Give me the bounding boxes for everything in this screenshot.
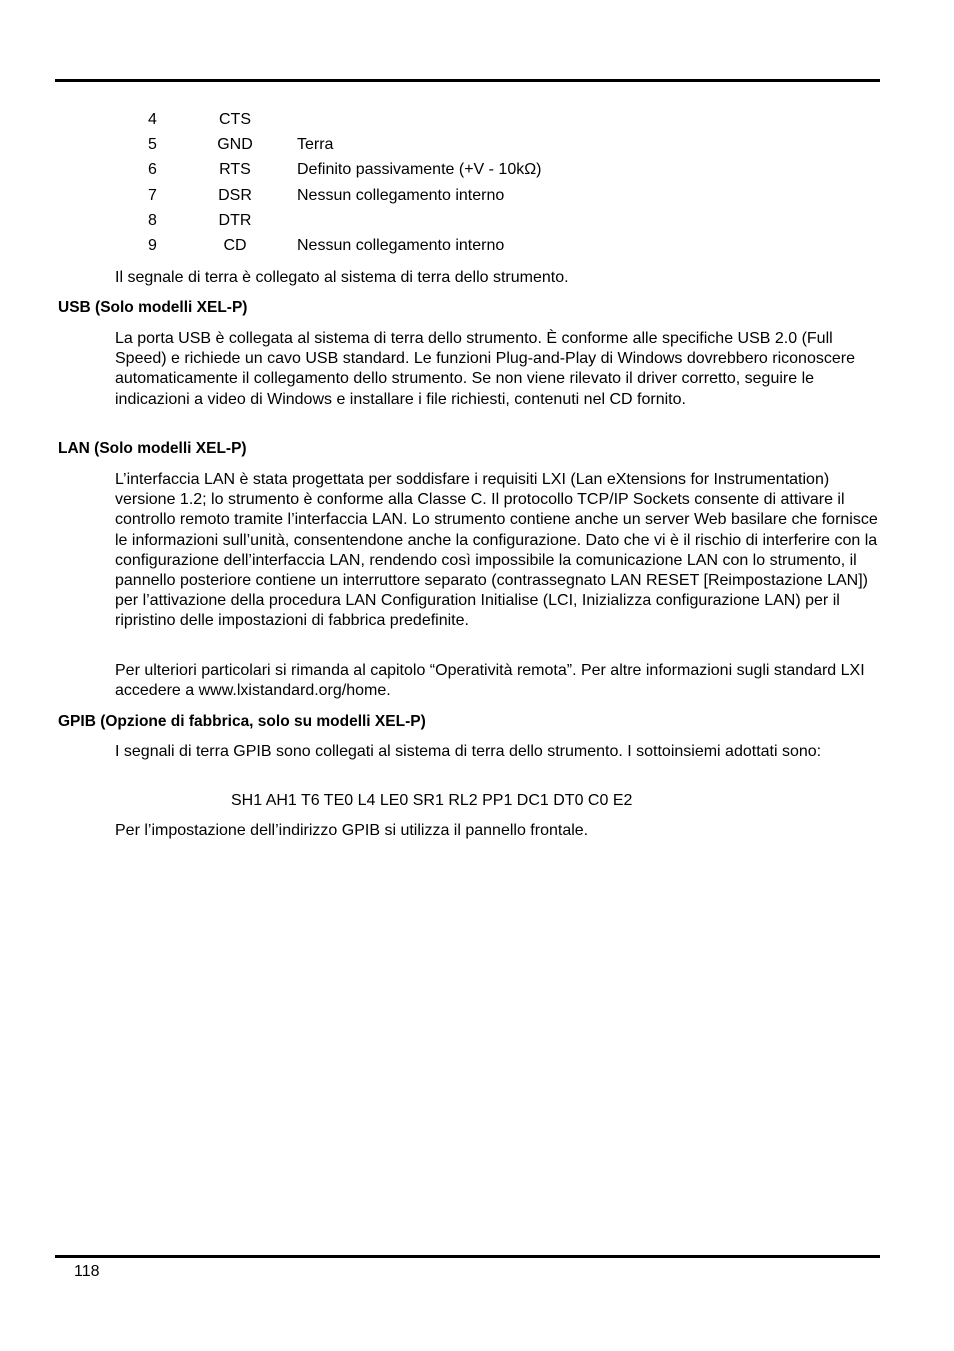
gpib-subsets: SH1 AH1 T6 TE0 L4 LE0 SR1 RL2 PP1 DC1 DT0 C0 E2 xyxy=(231,792,633,809)
pin-number: 4 xyxy=(148,111,157,128)
lan-paragraph: L’interfaccia LAN è stata progettata per soddisfare i requisiti LXI (Lan eXtensions for Instrumentation) versione 1.2; lo strumento è conforme alla Classe C. Il protocollo TCP/IP Sockets consente di attivare il controllo remoto tramite l’interfaccia LAN. Lo strumento contiene anche un server Web basilare che fornisce le informazioni sull’unità, consentendone anche la configurazione. Dato che vi è il rischio di interferire con la configurazione dell’interfaccia LAN, rendendo così impossibile la comunicazione LAN con lo strumento, il pannello posteriore contiene un interruttore separato (contrassegnato LAN RESET [Reimpostazione LAN]) per l’attivazione della procedura LAN Configuration Initialise (LCI, Inizializza configurazione LAN) per il ripristino delle impostazioni di fabbrica predefinite. xyxy=(115,471,878,630)
usb-heading: USB (Solo modelli XEL-P) xyxy=(58,299,248,316)
page-number: 118 xyxy=(74,1263,100,1280)
pin-signal: DTR xyxy=(218,211,252,229)
pin-number: 8 xyxy=(148,211,157,229)
pin-number: 9 xyxy=(148,236,157,254)
pin-description: Terra xyxy=(297,136,334,154)
pin-signal: DSR xyxy=(218,186,252,204)
bottom-rule xyxy=(55,1255,880,1258)
pin-number: 6 xyxy=(148,161,157,179)
usb-paragraph: La porta USB è collegata al sistema di terra dello strumento. È conforme alle specifiche USB 2.0 (Full Speed) e richiede un cavo USB standard. Le funzioni Plug-and-Play di Windows dovrebbero riconoscere automaticamente il collegamento dello strumento. Se non viene rilevato il driver corretto, seguire le indicazioni a video di Windows e installare i file richiesti, contenuti nel CD fornito. xyxy=(115,330,855,408)
pin-row xyxy=(0,235,954,260)
pin-row xyxy=(0,185,954,210)
pin-row xyxy=(0,159,954,184)
rs232-ground-note: Il segnale di terra è collegato al sistema di terra dello strumento. xyxy=(115,269,569,286)
pin-table xyxy=(0,109,954,260)
pin-number: 7 xyxy=(148,186,157,204)
gpib-heading: GPIB (Opzione di fabbrica, solo su modelli XEL-P) xyxy=(58,713,426,730)
pin-signal: GND xyxy=(217,136,253,154)
pin-description: Nessun collegamento interno xyxy=(297,236,505,254)
pin-description: Nessun collegamento interno xyxy=(297,186,505,204)
lan-reference-paragraph: Per ulteriori particolari si rimanda al capitolo “Operatività remota”. Per altre informazioni sugli standard LXI accedere a www.lxistandard.org/home. xyxy=(115,662,865,700)
pin-signal: CTS xyxy=(219,111,251,128)
pin-number: 5 xyxy=(148,136,157,154)
top-rule xyxy=(55,79,880,82)
gpib-address-paragraph: Per l’impostazione dell’indirizzo GPIB si utilizza il pannello frontale. xyxy=(115,822,589,839)
pin-signal: CD xyxy=(223,236,247,254)
pin-description: Definito passivamente (+V - 10kΩ) xyxy=(297,161,542,179)
lan-heading: LAN (Solo modelli XEL-P) xyxy=(58,440,247,457)
gpib-paragraph: I segnali di terra GPIB sono collegati al sistema di terra dello strumento. I sottoinsiemi adottati sono: xyxy=(115,743,822,760)
pin-row xyxy=(0,210,954,235)
pin-row xyxy=(0,109,954,134)
pin-signal: RTS xyxy=(219,161,251,179)
pin-row xyxy=(0,134,954,159)
